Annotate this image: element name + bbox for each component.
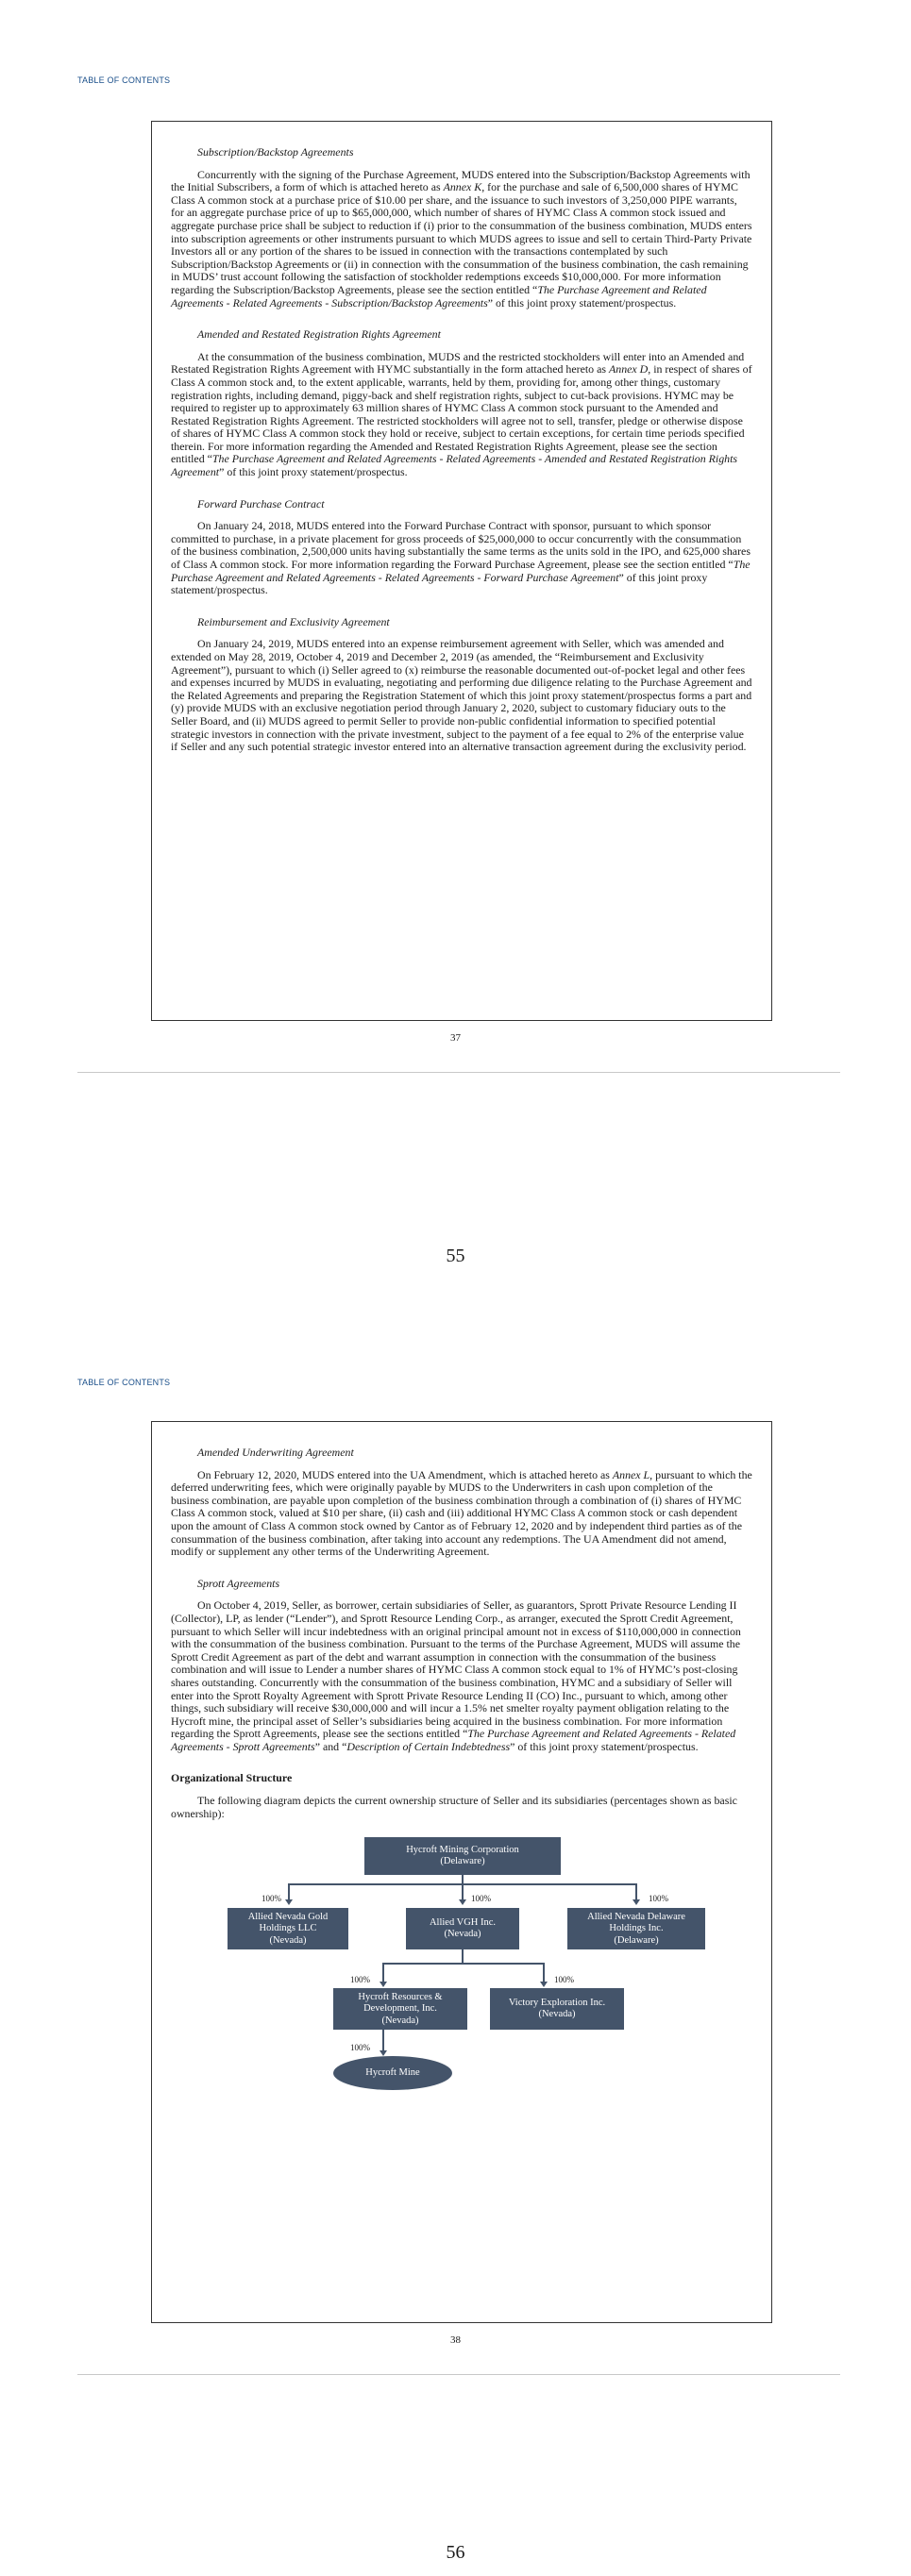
outer-page-number: 56	[446, 2542, 465, 2563]
page-body	[171, 1447, 752, 1753]
section-body	[171, 169, 752, 310]
body-text: On January 24, 2019, MUDS entered into an expense reimbursement agreement with Seller, which was amended and extended on May 28, 2019, October 4, 2019 and December 2, 2019 (as amended, the “Reimbursement and Exclusivity Agreement”), pursuant to which (i) Seller agreed to (x) reimburse the reasonable documented out-of-pocket legal and other fees and expenses incurred by MUDS in evaluating, negotiating and performing due diligence relating to the Purchase Agreement and the Related Agreements and preparing the Registration Statement of which this joint proxy statement/prospectus forms a part and (y) provide MUDS with an exclusive negotiation period through January 2, 2020, subject to customary fiduciary outs to the Seller Board, and (ii) MUDS agreed to permit Seller to provide non-public confidential information to specified potential strategic investors in connection with the private investment, subject to the payment of a fee equal to 2% of the enterprise value if Seller and any such potential strategic investor entered into an alternative transaction agreement during the exclusivity period.	[171, 637, 752, 754]
italic-reference: The Purchase Agreement and Related Agreements - Related Agreements - Forward Purchase Agreement	[171, 558, 751, 584]
org-node-victory-exploration: Victory Exploration Inc. (Nevada)	[490, 1988, 624, 2030]
section	[171, 498, 752, 597]
outer-page-number: 55	[446, 1246, 465, 1266]
org-node-allied-vgh: Allied VGH Inc. (Nevada)	[406, 1908, 519, 1949]
body-text: ” of this joint proxy statement/prospectus.	[171, 570, 708, 597]
ownership-pct: 100%	[261, 1894, 281, 1904]
section-heading: Forward Purchase Contract	[197, 496, 325, 510]
page-divider	[77, 2374, 840, 2375]
italic-reference: Annex D	[608, 362, 649, 376]
document-page	[151, 121, 772, 1021]
body-text: ” of this joint proxy statement/prospectus.	[219, 465, 408, 479]
document-page	[151, 1421, 772, 2323]
section-heading: Sprott Agreements	[197, 1576, 280, 1590]
org-node-allied-nevada-delaware: Allied Nevada Delaware Holdings Inc. (Delaware)	[567, 1908, 705, 1949]
table-of-contents-link[interactable]: TABLE OF CONTENTS	[77, 1378, 171, 1387]
org-structure-intro: The following diagram depicts the current ownership structure of Seller and its subsidiaries (percentages shown as basic ownership):	[171, 1794, 737, 1820]
section	[171, 1447, 752, 1559]
ownership-pct: 100%	[471, 1894, 491, 1904]
italic-reference: The Purchase Agreement and Related Agreements - Related Agreements - Amended and Restated Registration Rights Agreement	[171, 452, 738, 479]
inner-page-number: 38	[450, 2334, 461, 2346]
org-node-root: Hycroft Mining Corporation (Delaware)	[364, 1837, 561, 1875]
org-node-allied-nevada-gold: Allied Nevada Gold Holdings LLC (Nevada)	[228, 1908, 348, 1949]
body-text: , for the purchase and sale of 6,500,000 shares of HYMC Class A common stock at a purchase price of $10.00 per share, and the issuance to such investors of 3,250,000 PIPE warrants, for an aggregate purchase price of up to $65,000,000, which number of shares of HYMC Class A common stock issued and aggregate purchase price shall be subject to reduction if (i) prior to the consummation of the business combination, MUDS enters into subscription agreements or other instruments pursuant to which MUDS agrees to issue and sell to certain Third-Party Private Investors all or any portion of the shares to be issued in connection with the transactions contemplated by such Subscription/Backstop Agreements or (ii) in connection with the consummation of the business combination, the cash remaining in MUDS’ trust account following the satisfaction of stockholder redemptions exceeds $10,000,000. For more information regarding the Subscription/Backstop Agreements, please see the section entitled “	[171, 180, 752, 296]
section-body	[171, 351, 752, 479]
table-of-contents-link[interactable]: TABLE OF CONTENTS	[77, 75, 171, 85]
ownership-pct: 100%	[649, 1894, 668, 1904]
ownership-pct: 100%	[350, 1975, 370, 1985]
section	[171, 1578, 752, 1754]
section-body	[171, 520, 752, 597]
body-text: ” of this joint proxy statement/prospectus.	[510, 1739, 699, 1753]
page-body	[171, 146, 752, 754]
body-text: Concurrently with the signing of the Purchase Agreement, MUDS entered into the Subscription/Backstop Agreements with the Initial Subscribers, a form of which is attached hereto as	[171, 167, 751, 194]
inner-page-number: 37	[450, 1032, 461, 1044]
body-text: On October 4, 2019, Seller, as borrower, certain subsidiaries of Seller, as guarantors, Sprott Private Resource Lending II (Collector), LP, as lender (“Lender”), and Sprott Resource Lending Corp., as arranger, executed the Sprott Credit Agreement, pursuant to which Seller will incur indebtedness with an original principal amount not in excess of $110,000,000 in connection with the consummation of the business combination. Pursuant to the terms of the Purchase Agreement, MUDS will assume the Sprott Credit Agreement as part of the debt and warrant assumption in connection with the consummation of the business combination and will issue to Lender a number shares of HYMC Class A common stock equal to 1% of HYMC’s post-closing shares outstanding. Concurrently with the consummation of the business combination, HYMC and a subsidiary of Seller will enter into the Sprott Royalty Agreement with Sprott Private Resource Lending II (CO) Inc., pursuant to which, among other things, such subsidiary will receive $30,000,000 and will incur a 1.5% net smelter royalty payment obligation relating to the Hycroft mine, the principal asset of Seller’s subsidiaries being acquired in the business combination. For more information regarding the Sprott Agreements, please see the sections entitled “	[171, 1598, 741, 1741]
ownership-pct: 100%	[554, 1975, 574, 1985]
org-node-hycroft-resources: Hycroft Resources & Development, Inc. (Nevada)	[333, 1988, 467, 2030]
italic-reference: Annex K	[443, 180, 482, 194]
body-text: On January 24, 2018, MUDS entered into the Forward Purchase Contract with sponsor, pursuant to which sponsor committed to purchase, in a private placement for gross proceeds of $25,000,000 to occur concurrently with the consummation of the business combination, 2,500,000 units having substantially the same terms as the units sold in the IPO, and 625,000 shares of Class A common stock. For more information regarding the Forward Purchase Agreement, please see the section entitled “	[171, 519, 751, 572]
body-text: At the consummation of the business combination, MUDS and the restricted stockholders will enter into an Amended and Restated Registration Rights Agreement with HYMC substantially in the form attached hereto as	[171, 349, 745, 376]
section-heading: Amended Underwriting Agreement	[197, 1446, 354, 1459]
italic-reference: Annex L	[612, 1467, 650, 1481]
org-node-hycroft-mine: Hycroft Mine	[333, 2056, 452, 2090]
body-text: ” and “	[314, 1739, 347, 1753]
org-structure-heading: Organizational Structure	[171, 1771, 293, 1785]
body-text: , in respect of shares of Class A common stock and, to the extent applicable, warrants, held by them, providing for, among other things, customary registration rights, including demand, piggy-back and shelf registration rights, subject to cut-back provisions. HYMC may be required to register up to approximately 63 million shares of HYMC Class A common stock pursuant to the Amended and Restated Registration Rights Agreement. The restricted stockholders will agree not to sell, transfer, pledge or otherwise dispose of shares of HYMC Class A common stock they hold or receive, subject to certain exceptions, for certain time periods specified therein. For more information regarding the Amended and Restated Registration Rights Agreement, please see the section entitled “	[171, 362, 752, 466]
org-chart	[171, 1832, 754, 2105]
section-body	[171, 1599, 752, 1753]
body-text: ” of this joint proxy statement/prospectus.	[487, 295, 677, 309]
body-text: , pursuant to which the deferred underwriting fees, which were originally payable by MUDS to the Underwriters in cash upon completion of the business combination, are payable upon completion of the business combination through a combination of (i) shares of HYMC Class A common stock, valued at $10 per share, (ii) cash and (iii) additional HYMC Class A common stock or cash dependent upon the amount of Class A common stock owned by Cantor as of February 12, 2020 and by independent third parties as of the consummation of the business combination, after taking into account any redemptions. The UA Amendment did not amend, modify or supplement any other terms of the Underwriting Agreement.	[171, 1467, 752, 1559]
section-body	[171, 1469, 752, 1559]
section	[171, 146, 752, 309]
section-body	[171, 638, 752, 753]
section-heading: Reimbursement and Exclusivity Agreement	[197, 614, 390, 628]
italic-reference: Description of Certain Indebtedness	[346, 1739, 511, 1753]
body-text: On February 12, 2020, MUDS entered into the UA Amendment, which is attached hereto as	[197, 1467, 613, 1481]
ownership-pct: 100%	[350, 2043, 370, 2053]
section-heading: Subscription/Backstop Agreements	[197, 145, 354, 159]
section	[171, 328, 752, 479]
page-divider	[77, 1072, 840, 1073]
section-heading: Amended and Restated Registration Rights Agreement	[197, 327, 441, 342]
italic-reference: The Purchase Agreement and Related Agreements - Related Agreements - Sprott Agreements	[171, 1727, 736, 1753]
italic-reference: The Purchase Agreement and Related Agreements - Related Agreements - Subscription/Backstop Agreements	[171, 282, 707, 309]
section	[171, 616, 752, 754]
